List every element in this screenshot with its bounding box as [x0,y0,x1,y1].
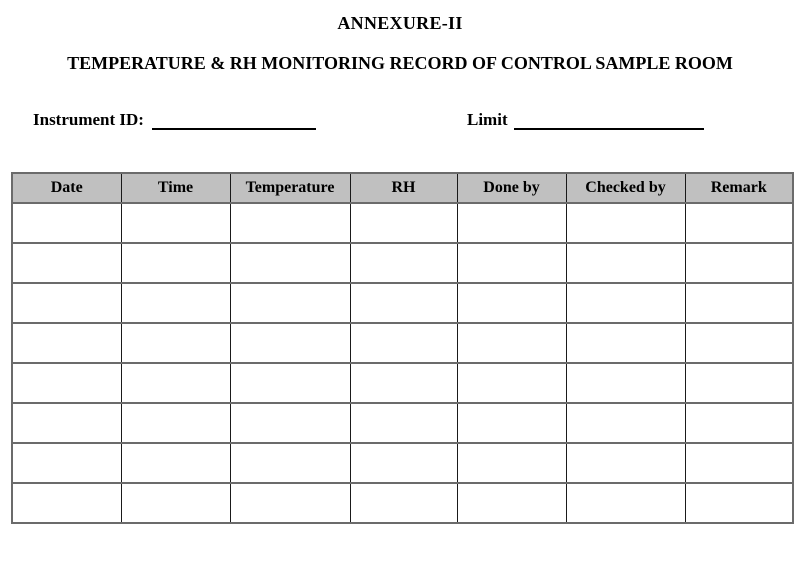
table-cell [685,403,793,443]
table-row [12,443,793,483]
table-cell [230,443,350,483]
table-row [12,323,793,363]
table-cell [685,203,793,243]
instrument-id-blank-field [152,108,316,130]
table-cell [121,323,230,363]
table-cell [121,483,230,523]
table-cell [566,483,685,523]
table-cell [230,483,350,523]
table-cell [457,323,566,363]
table-cell [230,323,350,363]
table-cell [12,203,121,243]
column-header-checked-by: Checked by [566,173,685,203]
header-row [12,173,793,203]
table-cell [230,203,350,243]
table-cell [685,243,793,283]
table-cell [12,443,121,483]
table-cell [12,403,121,443]
table-cell [12,483,121,523]
table-cell [350,363,457,403]
record-table-body [12,203,793,523]
table-row [12,403,793,443]
table-cell [457,243,566,283]
form-line [0,108,800,134]
limit-label: Limit [467,110,508,129]
table-cell [350,323,457,363]
table-cell [566,203,685,243]
table-cell [121,403,230,443]
table-cell [12,243,121,283]
table-cell [566,243,685,283]
table-cell [457,403,566,443]
table-cell [350,243,457,283]
table-cell [121,243,230,283]
record-table-header [12,173,793,203]
table-cell [457,203,566,243]
table-cell [566,323,685,363]
table-cell [685,363,793,403]
annexure-title: ANNEXURE-II [337,13,463,33]
table-cell [566,403,685,443]
table-cell [230,363,350,403]
table-cell [230,403,350,443]
table-cell [230,283,350,323]
column-header-remark: Remark [685,173,793,203]
table-cell [350,283,457,323]
table-cell [685,483,793,523]
table-row [12,283,793,323]
document-title: TEMPERATURE & RH MONITORING RECORD OF CONTROL SAMPLE ROOM [67,53,733,73]
table-cell [457,283,566,323]
table-cell [350,203,457,243]
table-cell [121,443,230,483]
table-row [12,363,793,403]
table-cell [121,203,230,243]
column-header-time: Time [121,173,230,203]
table-cell [457,363,566,403]
table-row [12,203,793,243]
table-cell [350,443,457,483]
table-cell [12,323,121,363]
table-row [12,483,793,523]
table-cell [685,283,793,323]
table-cell [566,363,685,403]
table-cell [12,283,121,323]
column-header-date: Date [12,173,121,203]
table-cell [566,443,685,483]
table-cell [350,403,457,443]
table-cell [457,443,566,483]
table-cell [121,283,230,323]
table-cell [121,363,230,403]
instrument-id-label: Instrument ID: [33,110,144,129]
table-row [12,243,793,283]
table-cell [566,283,685,323]
table-cell [12,363,121,403]
table-cell [685,443,793,483]
table-cell [350,483,457,523]
column-header-rh: RH [350,173,457,203]
table-cell [230,243,350,283]
record-table [11,172,794,524]
table-cell [457,483,566,523]
column-header-temperature: Temperature [230,173,350,203]
table-cell [685,323,793,363]
limit-blank-field [514,108,704,130]
column-header-done-by: Done by [457,173,566,203]
